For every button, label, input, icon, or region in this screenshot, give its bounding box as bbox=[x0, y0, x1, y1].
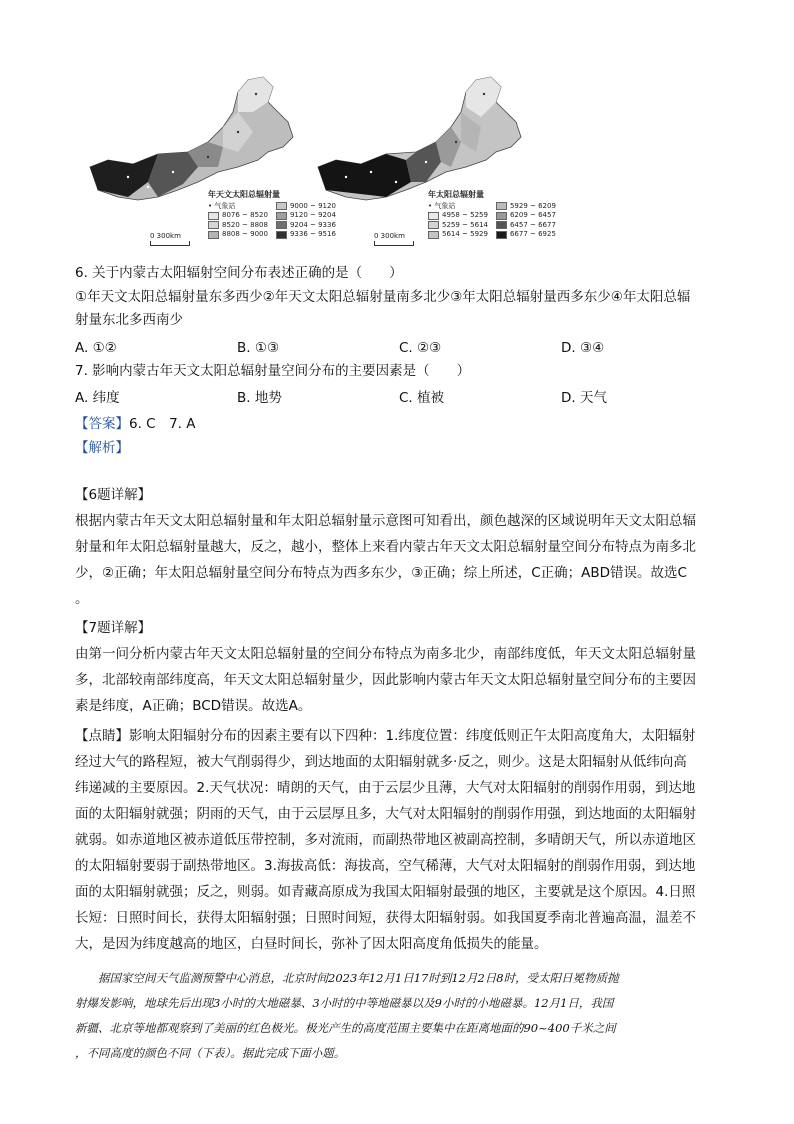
legend-title: 年天文太阳总辐射量 bbox=[208, 190, 280, 199]
text-line: 【点睛】影响太阳辐射分布的因素主要有以下四种：1.纬度位置：纬度低则正午太阳高度角大，太阳辐射 bbox=[75, 728, 696, 744]
legend-item bbox=[276, 230, 336, 240]
scale-bar-right: 0 300km bbox=[374, 232, 414, 246]
legend-label: 8808 ~ 9000 bbox=[222, 230, 268, 238]
text-line: 。 bbox=[75, 591, 89, 607]
text-line: 面的太阳辐射就强；阴雨的天气，由于云层厚且多，大气对太阳辐射的削弱作用强，到达地面的太阳辐射 bbox=[75, 806, 696, 822]
option-b[interactable]: B. 地势 bbox=[237, 389, 282, 406]
legend-label: 6209 ~ 6457 bbox=[509, 211, 556, 219]
legend-label: 5929 ~ 6209 bbox=[509, 201, 556, 210]
legend-station: • 气象站 bbox=[208, 201, 236, 210]
legend-item bbox=[496, 202, 556, 212]
legend-item bbox=[208, 230, 268, 240]
option-b[interactable]: B. ①③ bbox=[237, 339, 280, 356]
text-line: 经过大气的路程短，被大气削弱得少，到达地面的太阳辐射就多·反之，则少。这是太阳辐射从低纬向高 bbox=[75, 754, 687, 770]
reading-passage bbox=[75, 966, 725, 1066]
analysis-heading: 【解析】 bbox=[75, 439, 129, 456]
legend-swatch bbox=[496, 212, 507, 220]
legend-label: 6677 ~ 6925 bbox=[509, 230, 556, 238]
legend-swatch bbox=[428, 231, 439, 239]
legend-label: 9120 ~ 9204 bbox=[289, 211, 336, 219]
legend-swatch bbox=[496, 221, 507, 229]
legend-swatch bbox=[276, 212, 287, 220]
map-figure bbox=[88, 72, 556, 254]
legend-item bbox=[428, 211, 488, 221]
text-line: 素是纬度，A正确；BCD错误。故选A。 bbox=[75, 698, 312, 714]
section-heading: 【7题详解】 bbox=[75, 620, 152, 636]
option-c[interactable]: C. ②③ bbox=[399, 339, 442, 356]
legend-item bbox=[276, 202, 336, 212]
text-line: 大，是因为纬度越高的地区，白昼时间长，弥补了因太阳高度角低损失的能量。 bbox=[75, 936, 548, 952]
scale-bar-left: 0 300km bbox=[150, 232, 190, 246]
answer-text: 6. C 7. A bbox=[129, 416, 196, 432]
legend-item bbox=[496, 221, 556, 231]
legend-item bbox=[208, 221, 268, 231]
legend-station: • 气象站 bbox=[428, 201, 456, 210]
map-legend-right bbox=[428, 190, 556, 240]
detail-7 bbox=[75, 615, 725, 719]
text-line: 的太阳辐射要弱于副热带地区。3.海拔高低：海拔高，空气稀薄，大气对太阳辐射的削弱作用弱，到达地 bbox=[75, 858, 696, 874]
legend-label: 8076 ~ 8520 bbox=[222, 211, 268, 219]
legend-title: 年太阳总辐射量 bbox=[428, 190, 484, 199]
legend-swatch bbox=[428, 221, 439, 229]
statement-line: ①年天文太阳总辐射量东多西少②年天文太阳总辐射量南多北少③年太阳总辐射量西多东少④年太阳总辐 bbox=[75, 288, 691, 305]
question-stem: 6. 关于内蒙古太阳辐射空间分布表述正确的是（ ） bbox=[75, 265, 403, 281]
answer-line bbox=[75, 413, 725, 437]
answer-label: 【答案】 bbox=[75, 416, 129, 432]
detail-6 bbox=[75, 482, 725, 612]
legend-swatch bbox=[208, 231, 219, 239]
legend-label: 9204 ~ 9336 bbox=[289, 220, 336, 229]
option-c[interactable]: C. 植被 bbox=[399, 389, 445, 406]
text-line: 射量和年太阳总辐射量越大，反之，越小，整体上来看内蒙古年天文太阳总辐射量空间分布特点为南多北 bbox=[75, 539, 696, 555]
text-line: 多，北部较南部纬度高，年天文太阳总辐射量少，因此影响内蒙古年天文太阳总辐射量空间分布的主要因 bbox=[75, 672, 696, 688]
text-line: 少，②正确；年太阳总辐射量空间分布特点为西多东少，③正确；综上所述，C正确；ABD错误。故选C bbox=[75, 565, 687, 581]
legend-swatch bbox=[208, 212, 219, 220]
legend-label: 6457 ~ 6677 bbox=[509, 220, 556, 229]
legend-swatch bbox=[276, 231, 287, 239]
tip-label: 【点睛】 bbox=[75, 728, 129, 744]
legend-swatch bbox=[496, 231, 507, 239]
text-line: 纬递减的主要原因。2.天气状况：晴朗的天气，由于云层少且薄，大气对太阳辐射的削弱作用弱，到达地 bbox=[75, 780, 696, 796]
tip-section bbox=[75, 723, 725, 957]
legend-item bbox=[208, 211, 268, 221]
text-line: 由第一问分析内蒙古年天文太阳总辐射量的空间分布特点为南多北少，南部纬度低，年天文太阳总辐射量 bbox=[75, 646, 696, 662]
legend-swatch bbox=[276, 202, 287, 210]
option-d[interactable]: D. 天气 bbox=[561, 389, 607, 406]
options-row bbox=[75, 337, 725, 361]
map-legend-left bbox=[208, 190, 336, 240]
legend-swatch bbox=[276, 221, 287, 229]
statement-line: 射量东北多西南少 bbox=[75, 312, 183, 328]
legend-swatch bbox=[428, 212, 439, 220]
legend-label: 8520 ~ 8808 bbox=[222, 220, 268, 229]
legend-label: 4958 ~ 5259 bbox=[442, 211, 488, 219]
question-stem: 7. 影响内蒙古年天文太阳总辐射量空间分布的主要因素是（ ） bbox=[75, 363, 471, 379]
legend-item bbox=[428, 221, 488, 231]
text-line: ，不同高度的颜色不同（下表）。据此完成下面小题。 bbox=[75, 1046, 346, 1060]
legend-swatch bbox=[208, 221, 219, 229]
text-line: 面的太阳辐射就强；反之，则弱。如青藏高原成为我国太阳辐射最强的地区，主要就是这个原因。4.日照 bbox=[75, 884, 696, 900]
text-line: 射爆发影响，地球先后出现3小时的大地磁暴、3小时的中等地磁暴以及9小时的小地磁暴。12月1日，我国 bbox=[75, 996, 614, 1010]
text-line: 就弱。如赤道地区被赤道低压带控制，多对流雨，而副热带地区被副高控制，多晴朗天气，所以赤道地区 bbox=[75, 832, 696, 848]
legend-item bbox=[496, 211, 556, 221]
legend-item bbox=[496, 230, 556, 240]
legend-label: 9336 ~ 9516 bbox=[289, 230, 336, 238]
text-line: 新疆、北京等地都观察到了美丽的红色极光。极光产生的高度范围主要集中在距离地面的90~400千米之间 bbox=[75, 1021, 616, 1035]
text-line: 根据内蒙古年天文太阳总辐射量和年太阳总辐射量示意图可知看出，颜色越深的区域说明年天文太阳总辐 bbox=[75, 513, 696, 529]
question-6 bbox=[75, 262, 725, 460]
option-d[interactable]: D. ③④ bbox=[561, 339, 605, 356]
legend-label: 9000 ~ 9120 bbox=[289, 201, 336, 210]
legend-item bbox=[428, 230, 488, 240]
legend-item bbox=[276, 211, 336, 221]
options-row bbox=[75, 387, 725, 411]
section-heading: 【6题详解】 bbox=[75, 487, 152, 503]
legend-label: 5259 ~ 5614 bbox=[442, 220, 488, 229]
option-a[interactable]: A. 纬度 bbox=[75, 389, 120, 406]
text-line: 据国家空间天气监测预警中心消息，北京时间2023年12月1日17时到12月2日8时，受太阳日冕物质抛 bbox=[75, 971, 619, 985]
legend-item bbox=[276, 221, 336, 231]
option-a[interactable]: A. ①② bbox=[75, 339, 117, 356]
legend-label: 5614 ~ 5929 bbox=[442, 230, 488, 238]
text-line: 长短：日照时间长，获得太阳辐射强；日照时间短，获得太阳辐射弱。如我国夏季南北普遍高温，温差不 bbox=[75, 910, 696, 926]
legend-swatch bbox=[496, 202, 507, 210]
